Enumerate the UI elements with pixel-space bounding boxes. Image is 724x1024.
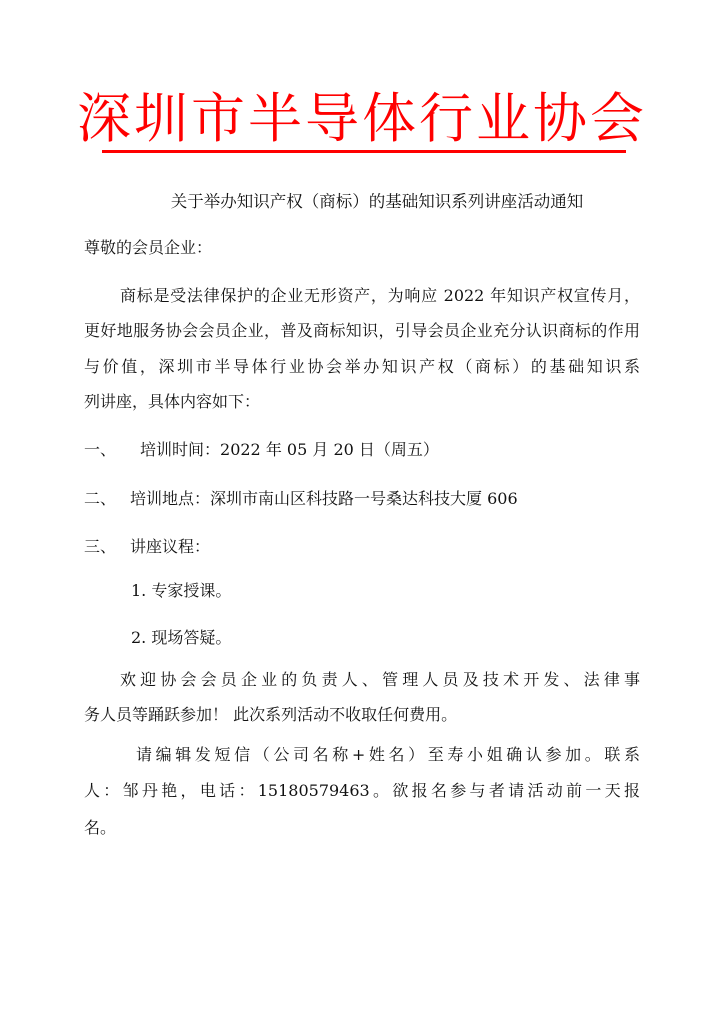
agenda-item: 1. 专家授课。 (131, 581, 232, 600)
notice-title: 关于举办知识产权（商标）的基础知识系列讲座活动通知 (170, 192, 584, 211)
item-text: 培训地点：深圳市南山区科技路一号桑达科技大厦 606 (130, 489, 518, 508)
organization-name: 深圳市半导体行业协会 (77, 87, 647, 150)
welcome-line: 务人员等踊跃参加！ 此次系列活动不收取任何费用。 (84, 705, 458, 724)
item-marker: 三、 (84, 537, 117, 556)
item-marker: 一、 (84, 440, 117, 459)
header-divider (102, 150, 626, 153)
item-training-time (84, 439, 439, 461)
intro-line: 列讲座，具体内容如下： (84, 392, 261, 411)
item-training-location (84, 488, 518, 510)
registration-line: 请编辑发短信（公司名称+姓名）至寿小姐确认参加。联系 (136, 745, 640, 764)
registration-line: 人：邹丹艳，电话：15180579463。欲报名参与者请活动前一天报 (84, 781, 640, 800)
item-text: 培训时间：2022 年 05 月 20 日（周五） (140, 440, 439, 459)
intro-line: 更好地服务协会会员企业，普及商标知识，引导会员企业充分认识商标的作用 (84, 321, 640, 340)
registration-line: 名。 (84, 818, 117, 837)
welcome-line: 欢迎协会会员企业的负责人、管理人员及技术开发、法律事 (120, 670, 640, 689)
salutation: 尊敬的会员企业： (84, 238, 213, 257)
agenda-item: 2. 现场答疑。 (131, 628, 232, 647)
item-text: 讲座议程： (130, 537, 211, 556)
item-marker: 二、 (84, 489, 117, 508)
intro-line: 商标是受法律保护的企业无形资产，为响应 2022 年知识产权宣传月， (120, 286, 640, 305)
item-agenda (84, 536, 210, 558)
intro-line: 与价值，深圳市半导体行业协会举办知识产权（商标）的基础知识系 (84, 357, 640, 376)
